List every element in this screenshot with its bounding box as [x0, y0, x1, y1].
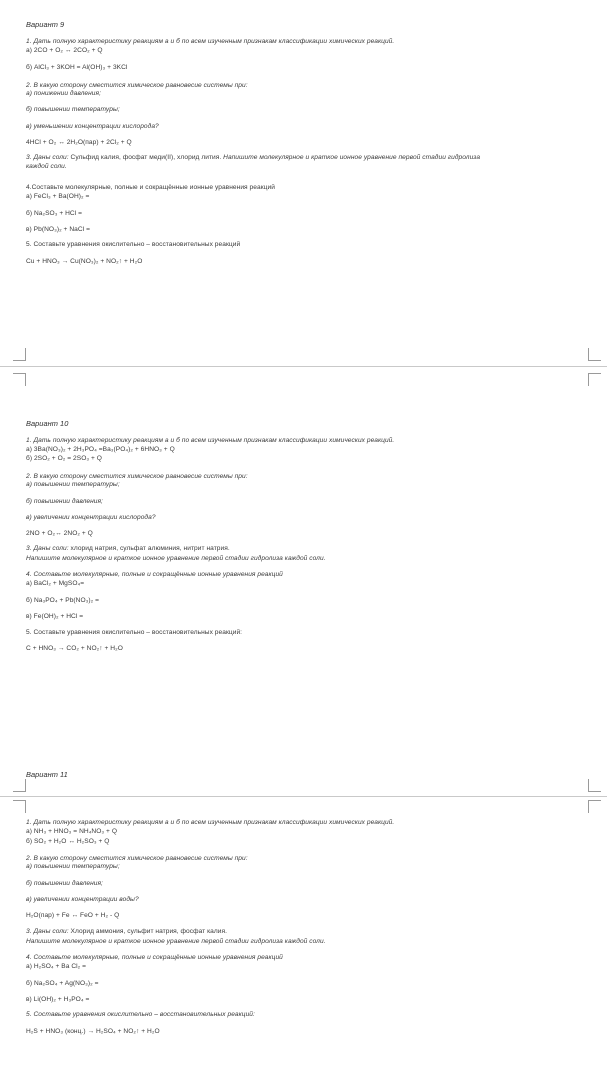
- v9-reaction-b: б) AlCl₃ + 3KOH = Al(OH)₃ + 3KCl: [26, 64, 128, 71]
- v10-question-5: 5. Составьте уравнения окислительно – восстановительных реакций:: [26, 629, 243, 636]
- v10-question-1: 1. Дать полную характеристику реакциям а и б по всем изученным признакам классификации химических реакций.: [26, 437, 395, 444]
- v11-q4-b: б) Na₂SO₄ + Ag(NO₃)₂ =: [26, 980, 99, 987]
- v10-question-2: 2. В какую сторону сместится химическое равновесие системы при:: [26, 473, 248, 480]
- v9-question-2: 2. В какую сторону сместится химическое равновесие системы при:: [26, 82, 248, 89]
- v10-q3-lead: 3. Даны соли:: [26, 545, 69, 552]
- crop-mark: [588, 373, 601, 386]
- v11-q4-a: а) H₂SO₄ + Ba Cl₂ =: [26, 963, 87, 970]
- v11-q5-equation: H₂S + HNO₃ (конц.) → H₂SO₄ + NO₂↑ + H₂O: [26, 1028, 160, 1035]
- v9-q5-equation: Cu + HNO₃ → Cu(NO₃)₂ + NO₂↑ + H₂O: [26, 258, 143, 265]
- v9-q4-a: а) FeCl₃ + Ba(OH)₂ =: [26, 193, 90, 200]
- variant-9-title: Вариант 9: [26, 20, 65, 29]
- v10-q2-c: в) увеличении концентрации кислорода?: [26, 514, 156, 521]
- v10-q4-c: в) Fe(OH)₂ + HCl =: [26, 613, 84, 620]
- v11-q3-lead: 3. Даны соли:: [26, 928, 69, 935]
- v10-reaction-a: а) 3Ba(NO₃)₂ + 2H₃PO₄ =Ba₃(PO₄)₂ + 6HNO₃ + Q: [26, 446, 175, 453]
- v9-q4-c: в) Pb(NO₃)₂ + NaCl =: [26, 226, 90, 233]
- v9-question-4: 4.Составьте молекулярные, полные и сокращённые ионные уравнения реакций: [26, 184, 275, 191]
- v9-q3-task: Напишите молекулярное и краткое ионное уравнение первой стадии гидролиза: [221, 154, 481, 161]
- v10-q2-a: а) повышении температуры;: [26, 481, 120, 488]
- crop-mark: [13, 348, 26, 361]
- v9-q2-b: б) повышении температуры;: [26, 106, 120, 113]
- v9-q3-salts: Сульфид калия, фосфат меди(II), хлорид лития.: [68, 154, 222, 161]
- v11-q3-salts: Хлорид аммония, сульфит натрия, фосфат калия.: [68, 928, 228, 935]
- v11-question-2: 2. В какую сторону сместится химическое равновесие системы при:: [26, 855, 248, 862]
- v10-q2-equation: 2NO + O₂↔ 2NO₂ + Q: [26, 530, 93, 537]
- variant-10-title: Вариант 10: [26, 419, 69, 428]
- crop-mark: [588, 348, 601, 361]
- v10-q4-b: б) Na₃PO₄ + Pb(NO₃)₂ =: [26, 597, 100, 604]
- v9-q2-c: в) уменьшении концентрации кислорода?: [26, 123, 159, 130]
- v11-q2-equation: H₂O(пар) + Fe ↔ FeO + H₂ - Q: [26, 912, 120, 919]
- v11-q4-c: в) Li(OH)₂ + H₃PO₄ =: [26, 996, 90, 1003]
- crop-mark: [588, 800, 601, 813]
- v10-reaction-b: б) 2SO₂ + O₂ = 2SO₃ + Q: [26, 455, 102, 462]
- v10-q3-task: Напишите молекулярное и краткое ионное уравнение первой стадии гидролиза каждой соли.: [26, 555, 326, 562]
- v10-q3-salts: хлорид натрия, сульфат алюминия, нитрит натрия.: [68, 545, 230, 552]
- v9-reaction-a: а) 2CO + O₂ ↔ 2CO₂ + Q: [26, 47, 103, 54]
- v9-q3-task-cont: каждой соли.: [26, 163, 67, 170]
- crop-mark: [13, 373, 26, 386]
- v11-question-5: 5. Составьте уравнения окислительно – восстановительных реакций:: [26, 1011, 255, 1018]
- crop-mark: [13, 779, 26, 792]
- v11-reaction-a: а) NH₃ + HNO₃ = NH₄NO₃ + Q: [26, 828, 118, 835]
- v11-question-1: 1. Дать полную характеристику реакциям а и б по всем изученным признакам классификации химических реакций.: [26, 819, 395, 826]
- v11-reaction-b: б) SO₂ + H₂O ↔ H₂SO₃ + Q: [26, 838, 110, 845]
- v11-question-3: [26, 928, 227, 936]
- v9-q4-b: б) Na₂SO₃ + HCl =: [26, 210, 83, 217]
- v10-question-3: [26, 545, 230, 553]
- crop-mark: [13, 800, 26, 813]
- v11-q2-b: б) повышении давления;: [26, 880, 103, 887]
- page-3: [0, 797, 607, 1080]
- v10-q2-b: б) повышении давления;: [26, 498, 103, 505]
- v10-q4-a: а) BaCl₂ + MgSO₄=: [26, 580, 85, 587]
- v9-q2-equation: 4HCl + O₂ ↔ 2H₂O(пар) + 2Cl₂ + Q: [26, 139, 132, 146]
- v10-question-4: 4. Составьте молекулярные, полные и сокращённые ионные уравнения реакций: [26, 571, 283, 578]
- v11-q3-task: Напишите молекулярное и краткое ионное уравнение первой стадии гидролиза каждой соли.: [26, 938, 326, 945]
- page-2: [0, 367, 607, 796]
- v9-q3-lead: 3. Даны соли:: [26, 154, 69, 161]
- v11-q2-a: а) повышении температуры;: [26, 863, 120, 870]
- v11-q2-c: в) увеличении концентрации воды?: [26, 896, 139, 903]
- crop-mark: [588, 779, 601, 792]
- v9-question-1: 1. Дать полную характеристику реакциям а и б по всем изученным признакам классификации химических реакций.: [26, 38, 395, 45]
- v11-question-4: 4. Составьте молекулярные, полные и сокращённые ионные уравнения реакций: [26, 954, 283, 961]
- v9-q2-a: а) понижении давления;: [26, 90, 101, 97]
- variant-11-title: Вариант 11: [26, 770, 68, 779]
- v9-question-3: [26, 154, 480, 162]
- page-1: [0, 0, 607, 366]
- v10-q5-equation: C + HNO₃ → CO₂ + NO₂↑ + H₂O: [26, 645, 123, 652]
- v9-question-5: 5. Составьте уравнения окислительно – восстановительных реакций: [26, 241, 241, 248]
